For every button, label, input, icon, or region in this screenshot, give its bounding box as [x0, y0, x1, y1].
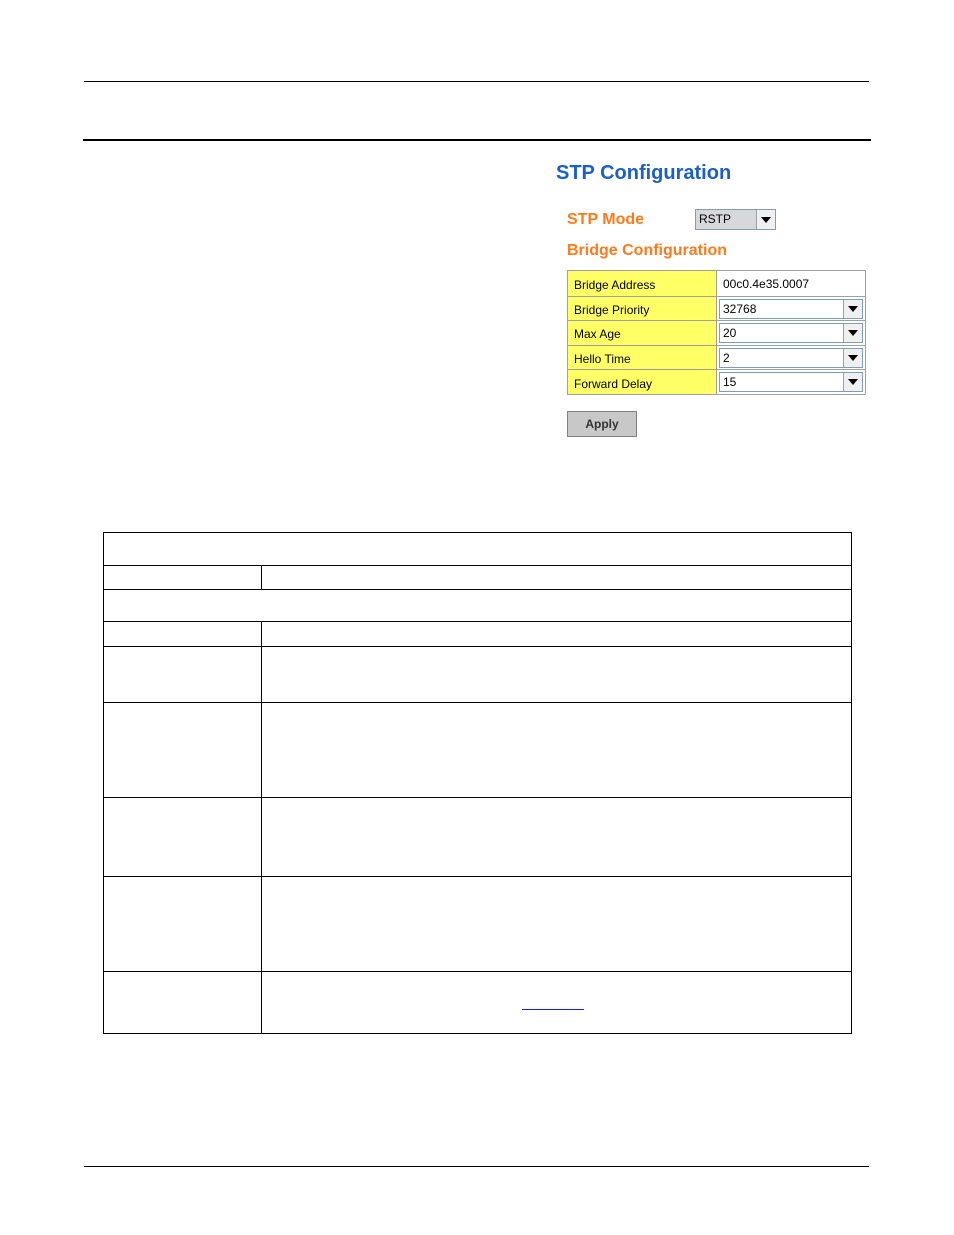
chevron-down-icon[interactable] [843, 373, 862, 391]
bridge-priority-cell [717, 297, 865, 321]
hello-time-label: Hello Time [568, 346, 717, 370]
forward-delay-cell [717, 370, 865, 394]
max-age-select[interactable] [719, 323, 863, 343]
max-age-value: 20 [723, 326, 737, 341]
bridge-configuration-table [567, 270, 866, 395]
table-row [568, 369, 865, 394]
table-row [568, 271, 865, 296]
bridge-priority-label: Bridge Priority [568, 297, 717, 321]
table-row [104, 646, 851, 703]
stp-mode-select[interactable] [695, 209, 776, 230]
forward-delay-value: 15 [723, 375, 737, 390]
table-cell [104, 565, 262, 589]
table-row [104, 589, 851, 622]
table-row [104, 702, 851, 798]
chevron-down-icon[interactable] [843, 349, 862, 367]
table-row [104, 533, 851, 566]
table-cell [104, 797, 262, 876]
hello-time-cell [717, 346, 865, 370]
max-age-cell [717, 321, 865, 345]
chevron-down-icon[interactable] [756, 210, 775, 229]
table-row [104, 971, 851, 1033]
table-row [568, 320, 865, 345]
table-cell [104, 876, 262, 971]
forward-delay-select[interactable] [719, 372, 863, 392]
header-rule [83, 139, 871, 141]
table-row [568, 345, 865, 370]
bridge-address-label: Bridge Address [568, 271, 717, 296]
max-age-label: Max Age [568, 321, 717, 345]
stp-mode-value: RSTP [699, 212, 732, 226]
top-rule [84, 81, 869, 82]
chevron-down-icon[interactable] [843, 300, 862, 318]
bridge-priority-value: 32768 [723, 301, 757, 316]
stp-configuration-title: STP Configuration [556, 162, 732, 184]
bottom-rule [84, 1166, 869, 1167]
table-row [104, 797, 851, 877]
bridge-configuration-heading: Bridge Configuration [567, 242, 727, 259]
hello-time-select[interactable] [719, 348, 863, 368]
bridge-priority-select[interactable] [719, 299, 863, 319]
table-row [568, 296, 865, 321]
description-table [103, 532, 852, 1034]
table-cell [104, 646, 262, 702]
forward-delay-label: Forward Delay [568, 370, 717, 394]
chevron-down-icon[interactable] [843, 324, 862, 342]
apply-button[interactable]: Apply [567, 411, 637, 437]
reference-link[interactable] [522, 1009, 584, 1010]
table-row [104, 876, 851, 972]
stp-mode-label: STP Mode [567, 211, 645, 228]
hello-time-value: 2 [723, 350, 730, 365]
bridge-address-value: 00c0.4e35.0007 [723, 277, 810, 292]
table-cell [104, 702, 262, 797]
table-cell [104, 971, 262, 1033]
table-row [104, 621, 851, 647]
table-row [104, 565, 851, 590]
table-cell [104, 621, 262, 646]
